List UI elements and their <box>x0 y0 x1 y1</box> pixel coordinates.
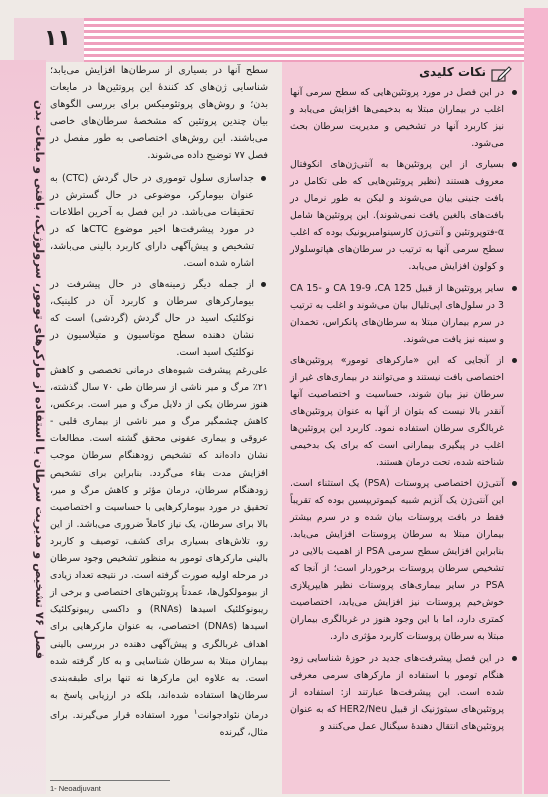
page-number-box <box>14 18 84 62</box>
bullet-icon <box>512 90 517 95</box>
bullet-item <box>50 276 268 361</box>
bullet-item <box>50 170 268 272</box>
body-text-end: مورد استفاده قرار می‌گیرند. برای مثال، گیرنده <box>50 710 268 739</box>
box-header <box>282 62 522 86</box>
continuation-paragraph: سطح آنها در بسیاری از سرطان‌ها افزایش می‌یابد؛ شناسایی ژن‌های کد کنندهٔ این پروتئین‌ها در مایعات بدن؛ و روش‌های پروتئومیکس برای بررسی الگوهای بیان چندین پروتئین که مشخصهٔ سرطان‌های خاصی می‌باشند. این روش‌های اختصاصی به طور مفصل در فصل ۷۷ توضیح داده می‌شوند. <box>50 65 268 161</box>
bullet-icon <box>261 282 266 287</box>
key-point-item <box>290 156 518 275</box>
body-paragraph <box>50 362 268 741</box>
bullet-icon <box>261 176 266 181</box>
body-text: علی‌رغم پیشرفت شیوه‌های درمانی تخصصی و کاهش ۲۱٪ مرگ و میر ناشی از سرطان طی ۷۰ سال گذشته، هنوز سرطان یکی از دلایل مرگ و میر است. برعکس، کاهش چشمگیر مرگ و میر ناشی از بیماری قلبی - عروقی و بیماری عفونی محقق گشته است. مطالعات نشان داده‌اند که تشخیص زودهنگام سرطان موجب افزایش مدت بقاء می‌گردد. بنابراین برای تشخیص زودهنگام سرطان، درمان مؤثر و کاهش مرگ و میر، تحقیق در مورد بیومارکرهایی با حساسیت و اختصاصیت بالا برای سرطان، یک نیاز کاملاً ضروری می‌باشد. از این رو، تلاش‌های بسیاری برای کشف، توصیف و کاربرد بالینی مارکرهای تومور به منظور تشخیص وجود سرطان در مرحله اولیه صورت گرفته است. در نتیجه تعداد زیادی از بیومولکول‌ها، عمدتاً پروتئین‌های اختصاصی و برخی از ریبونوکلئیک اسیدها (RNAs) و داکسی ریبونوکلئیک اسیدها (DNAs) اختصاصی، به عنوان مارکرهایی برای اهداف غربالگری و پیش‌آگهی دهنده در بررسی بالینی بیماران مبتلا به سرطان شناسایی و به کار گرفته شده است. به علاوه این مارکرها نه تنها برای طبقه‌بندی سرطان‌ها استفاده شده‌اند، بلکه در ارزیابی پاسخ به درمان نئوادجوانت <box>50 365 268 721</box>
footnote: 1- Neoadjuvant <box>50 784 101 793</box>
header-stripes <box>84 18 524 62</box>
bullet-icon <box>512 286 517 291</box>
bullet-icon <box>512 656 517 661</box>
key-point-item <box>290 475 518 645</box>
key-points-box <box>282 62 522 794</box>
bullet-text: از جمله دیگر زمینه‌های در حال پیشرفت در بیومارکرهای سرطان و کاربرد آن در کلینیک، نوکلئیک اسید در حال گردش (گردشی) است که نشان دهنده سطح موتاسیون و متیلاسیون در نوکلئیک اسید است. <box>50 279 254 358</box>
key-point-item <box>290 352 518 471</box>
key-points-list-wrap <box>290 84 518 739</box>
continued-bullet-list <box>50 170 268 361</box>
pencil-icon <box>490 64 512 84</box>
continued-key-points <box>50 62 268 365</box>
bullet-text: جداسازی سلول توموری در حال گردش (CTC) به عنوان بیومارکر، موضوعی در حال گسترش در تحقیقات می‌باشد. در این فصل به آخرین اطلاعات در مورد پیشرفت‌ها اخیر موضوع CTCها که در تشخیص و پیش‌آگهی دارای کاربرد بالینی می‌باشد، اشاره شده است. <box>50 173 254 269</box>
key-point-text: در این فصل در مورد پروتئین‌هایی که سطح سرمی آنها اغلب در بیماران مبتلا به بدخیمی‌ها افزایش می‌یابد و نیز کاربرد آنها در تشخیص و مدیریت سرطان بحث می‌شود. <box>290 87 504 150</box>
key-point-item <box>290 280 518 348</box>
key-point-text: از آنجایی که این «مارکرهای تومور» پروتئین‌های اختصاصی بافت نیستند و می‌توانند در بیماری‌های غیر از سرطان نیز بیان شوند، حساسیت و اختصاصیت آنها آنقدر بالا نیست که بتوان از آنها به عنوان پروتئین‌های غربالگری سرطان استفاده نمود. کاربرد این پروتئین‌ها اغلب در پیگیری بیمارانی است که برای یک بدخیمی شناخته شده، تحت درمان هستند. <box>290 354 504 468</box>
footnote-divider <box>50 780 170 781</box>
main-text-column <box>50 62 278 797</box>
key-points-list <box>290 84 518 735</box>
key-point-text: بسیاری از این پروتئین‌ها به آنتی‌ژن‌های انکوفتال معروف هستند (نظیر پروتئین‌هایی که طی تکامل در بافت جنینی بیان می‌شوند و لیکن به طور نرمال در بافت‌های بالغین یافت نمی‌شوند). این پروتئین‌ها شامل α-فتوپروتئین و آنتی‌ژن کارسینوامبریونیک بوده که اغلب سطح سرمی آنها به ترتیب در سرطان‌های هپاتوسلولار و کولون افزایش می‌یابد. <box>290 159 504 273</box>
key-point-text: آنتی‌ژن اختصاصی پروستات (PSA) یک استثناء است. این آنتی‌ژن یک آنزیم شبیه کیموتریپسین بوده که تقریباً فقط در بافت پروستات بیان شده و در سرم بیشتر بیماران مبتلا به سرطان پروستات افزایش می‌یابد. بنابراین افزایش سطح سرمی PSA از اهمیت بالایی در تشخیص سرطان پروستات برخوردار است؛ از آنجا که PSA در سایر بیماری‌های پروستات نظیر هایپرپلازی خوش‌خیم پروستات نیز افزایش می‌یابد، اختصاصیت کمتری دارد، اما با این وجود هنوز در غربالگری بیماران مبتلا به سرطان پروستات کاربرد مؤثری دارد. <box>290 478 504 643</box>
right-edge-strip <box>524 8 548 794</box>
bullet-icon <box>512 358 517 363</box>
key-point-text: در این فصل پیشرفت‌های جدید در حوزهٔ شناسایی زود هنگام تومور با استفاده از مارکرهای سرمی معرفی شده است. این پیشرفت‌ها عبارتند از: استفاده از پروتئین‌های سیتوژنیک از قبیل HER2/Neu که به عنوان پروتئین‌های انتقال دهندهٔ سیگنال عمل می‌کنند و <box>290 652 504 732</box>
key-point-text: سایر پروتئین‌ها از قبیل CA 19-9 ،CA 125 و CA 15-3 در سلول‌های اپی‌تلیال بیان می‌شوند و اغلب به ترتیب در سرم بیماران مبتلا به سرطان‌های پانکراس، تخمدان و سینه نیز یافت می‌شوند. <box>290 282 504 345</box>
bullet-icon <box>512 162 517 167</box>
key-point-item <box>290 650 518 735</box>
key-point-item <box>290 84 518 152</box>
box-title: نکات کلیدی <box>419 65 486 79</box>
footnote-ref: ۱ <box>193 707 198 716</box>
bullet-icon <box>512 481 517 486</box>
page-number: ۱۱ <box>44 26 71 51</box>
chapter-side-title: فصل ۷۶ تشخیص و مدیریت سرطان با استفاده از مارکرهای تومور، سرولوژیک، بافتی و مایعات بدن <box>33 100 47 660</box>
